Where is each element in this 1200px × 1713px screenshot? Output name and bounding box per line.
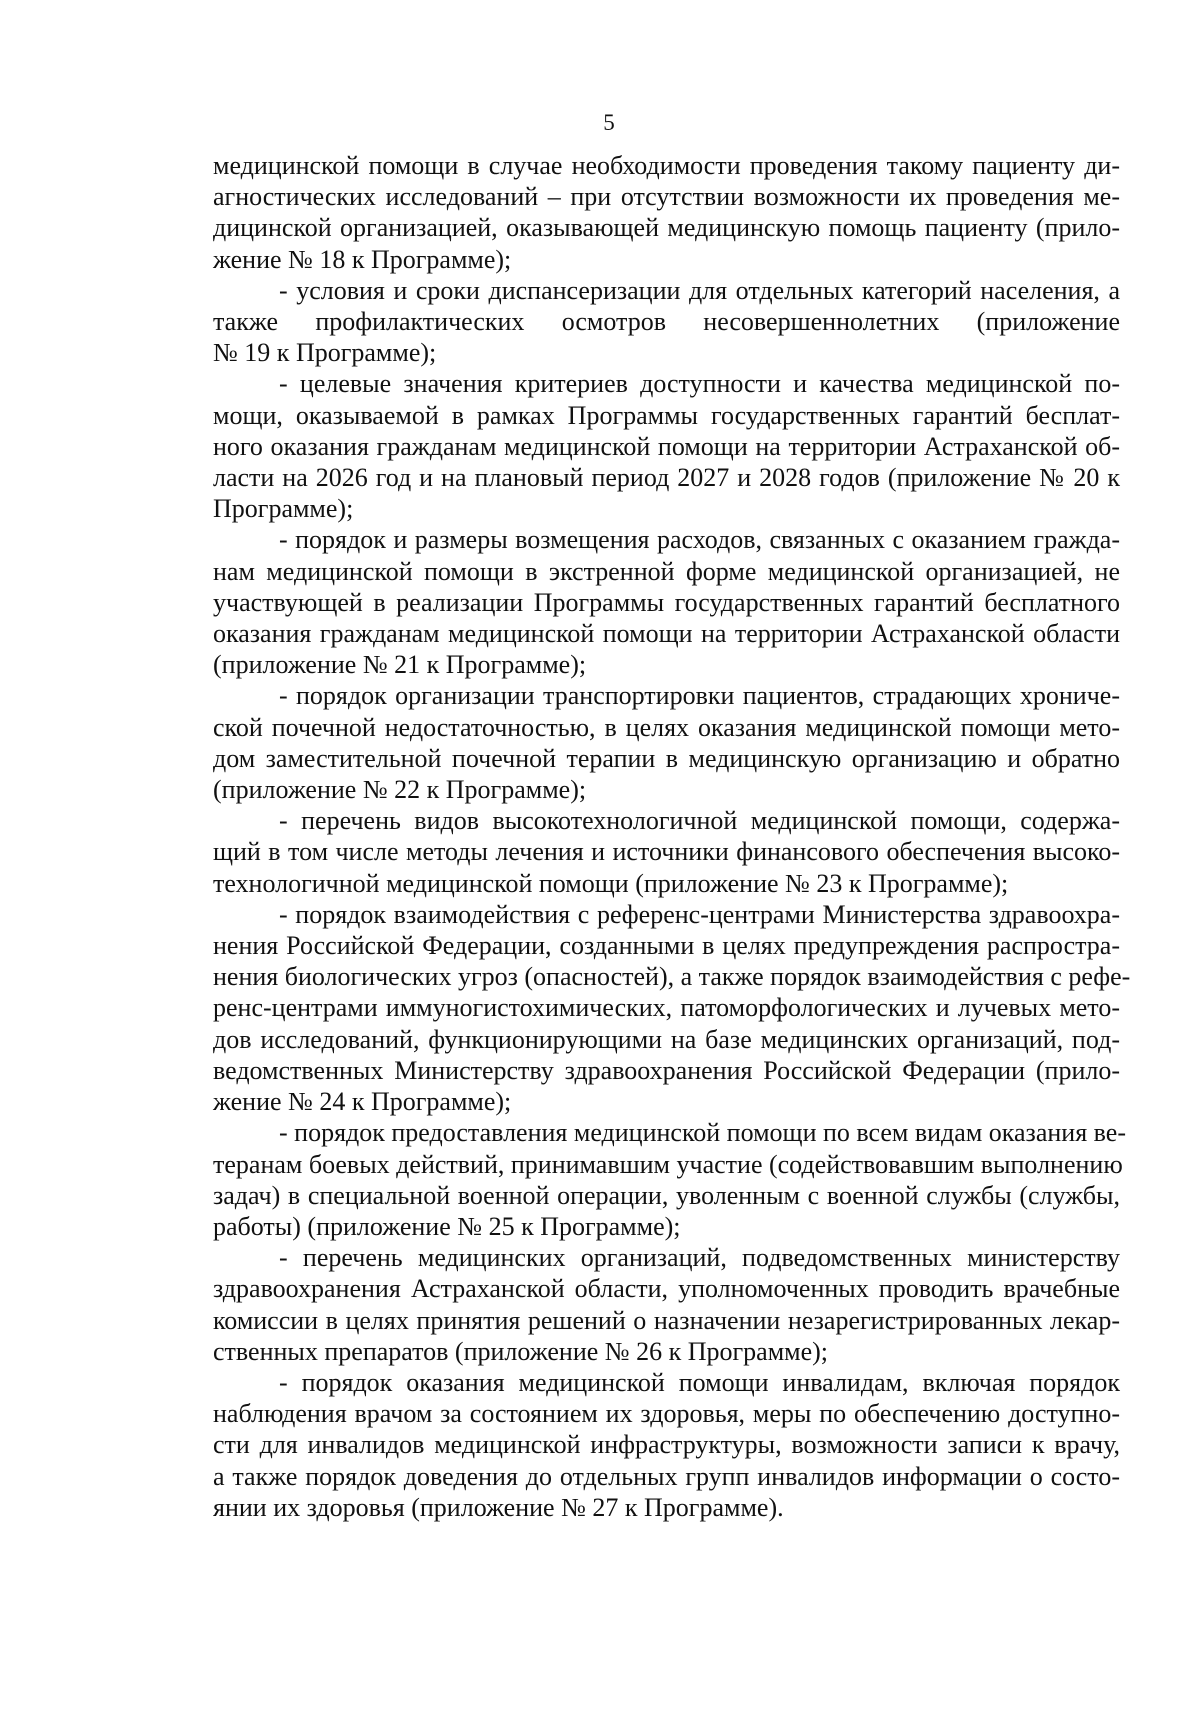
text-line: задач) в специальной военной операции, уволенным с военной службы (службы, <box>213 1180 1120 1210</box>
text-line: жение № 18 к Программе); <box>213 244 512 274</box>
text-line: комиссии в целях принятия решений о назначении незарегистрированных лекар- <box>213 1305 1120 1335</box>
text-line: дов исследований, функционирующими на базе медицинских организаций, под- <box>213 1024 1120 1054</box>
text-line: работы) (приложение № 25 к Программе); <box>213 1211 681 1241</box>
text-line: - порядок и размеры возмещения расходов, связанных с оказанием гражда- <box>279 525 1120 555</box>
text-line: сти для инвалидов медицинской инфраструктуры, возможности записи к врачу, <box>213 1430 1120 1460</box>
text-line: дицинской организацией, оказывающей медицинскую помощь пациенту (прило- <box>213 213 1120 243</box>
paragraph <box>213 275 1120 369</box>
paragraph <box>213 1367 1120 1523</box>
text-line: Программе); <box>213 494 354 524</box>
paragraph <box>213 150 1120 275</box>
text-line: № 19 к Программе); <box>213 338 437 368</box>
page-number: 5 <box>603 110 615 135</box>
paragraph <box>213 1117 1126 1242</box>
paragraph <box>213 805 1120 899</box>
text-line: наблюдения врачом за состоянием их здоровья, меры по обеспечению доступно- <box>213 1399 1120 1429</box>
text-line: также профилактических осмотров несовершеннолетних (приложение <box>213 307 1120 337</box>
text-line: - порядок предоставления медицинской помощи по всем видам оказания ве- <box>279 1118 1126 1148</box>
text-line: агностических исследований – при отсутствии возможности их проведения ме- <box>213 182 1120 212</box>
text-line: янии их здоровья (приложение № 27 к Программе). <box>213 1492 784 1522</box>
paragraph <box>213 680 1120 805</box>
text-line: щий в том числе методы лечения и источники финансового обеспечения высоко- <box>213 837 1120 867</box>
text-line: жение № 24 к Программе); <box>213 1087 512 1117</box>
text-line: а также порядок доведения до отдельных групп инвалидов информации о состо- <box>213 1461 1120 1491</box>
document-body <box>213 150 1131 1523</box>
text-line: нения Российской Федерации, созданными в целях предупреждения распростра- <box>213 931 1120 961</box>
text-line: ренс-центрами иммуногистохимических, патоморфологических и лучевых мето- <box>213 993 1120 1023</box>
text-line: участвующей в реализации Программы государственных гарантий бесплатного <box>213 587 1120 617</box>
text-line: - перечень медицинских организаций, подведомственных министерству <box>279 1243 1120 1273</box>
text-line: дом заместительной почечной терапии в медицинскую организацию и обратно <box>213 743 1120 773</box>
text-line: - порядок взаимодействия с референс-центрами Министерства здравоохра- <box>279 899 1120 929</box>
text-line: нения биологических угроз (опасностей), а также порядок взаимодействия с рефе- <box>213 962 1131 992</box>
text-line: ласти на 2026 год и на плановый период 2027 и 2028 годов (приложение № 20 к <box>213 463 1120 493</box>
text-line: нам медицинской помощи в экстренной форме медицинской организацией, не <box>213 556 1120 586</box>
text-line: здравоохранения Астраханской области, уполномоченных проводить врачебные <box>213 1274 1120 1304</box>
text-line: - целевые значения критериев доступности и качества медицинской по- <box>279 369 1120 399</box>
paragraph <box>213 1242 1120 1367</box>
text-line: ного оказания гражданам медицинской помощи на территории Астраханской об- <box>213 431 1120 461</box>
text-line: ственных препаратов (приложение № 26 к Программе); <box>213 1336 829 1366</box>
text-line: медицинской помощи в случае необходимости проведения такому пациенту ди- <box>213 151 1120 180</box>
text-line: - порядок организации транспортировки пациентов, страдающих хрониче- <box>279 681 1120 711</box>
text-line: технологичной медицинской помощи (приложение № 23 к Программе); <box>213 868 1009 898</box>
text-line: - порядок оказания медицинской помощи инвалидам, включая порядок <box>279 1367 1120 1397</box>
text-line: оказания гражданам медицинской помощи на территории Астраханской области <box>213 619 1120 649</box>
text-line: ской почечной недостаточностью, в целях оказания медицинской помощи мето- <box>213 712 1120 742</box>
text-line: теранам боевых действий, принимавшим участие (содействовавшим выполнению <box>213 1149 1123 1179</box>
text-line: (приложение № 22 к Программе); <box>213 775 587 805</box>
paragraph <box>213 524 1120 680</box>
text-line: ведомственных Министерству здравоохранения Российской Федерации (прило- <box>213 1055 1120 1085</box>
text-line: (приложение № 21 к Программе); <box>213 650 587 680</box>
text-line: - перечень видов высокотехнологичной медицинской помощи, содержа- <box>279 806 1120 836</box>
paragraph <box>213 368 1120 524</box>
text-line: мощи, оказываемой в рамках Программы государственных гарантий бесплат- <box>213 400 1120 430</box>
text-line: - условия и сроки диспансеризации для отдельных категорий населения, а <box>279 275 1120 305</box>
paragraph <box>213 899 1131 1117</box>
